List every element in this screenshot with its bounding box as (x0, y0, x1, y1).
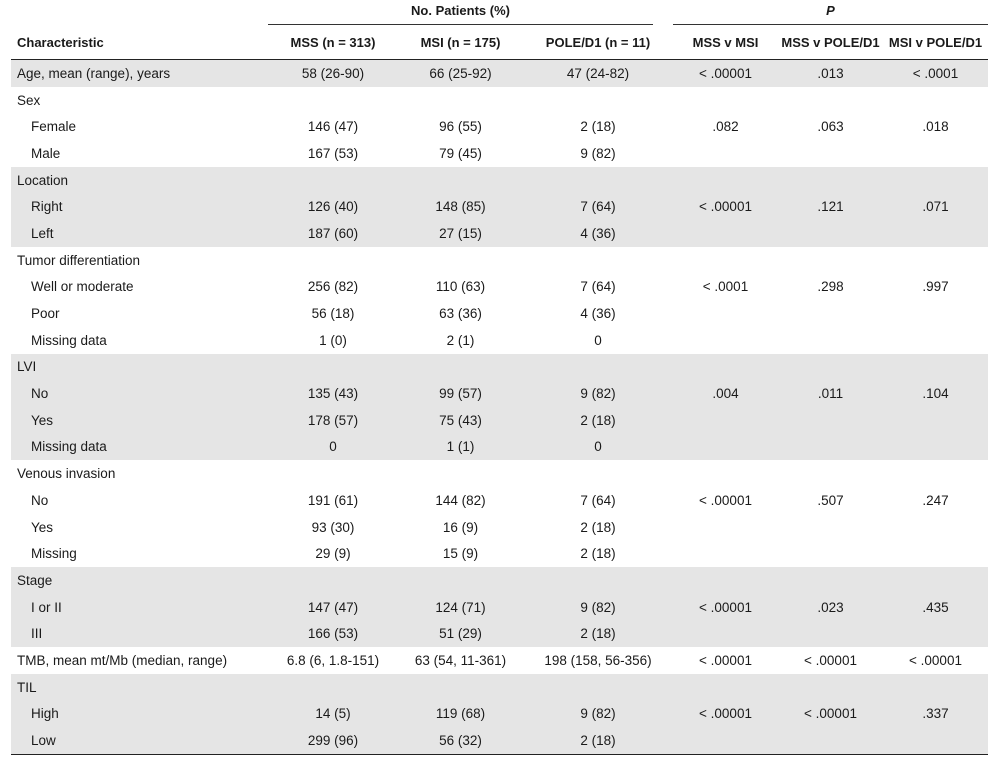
table-cell: 75 (43) (398, 407, 523, 434)
row-label: High (11, 701, 268, 728)
table-cell (673, 567, 778, 594)
table-cell (673, 620, 778, 647)
table-cell (778, 407, 883, 434)
row-label: Tumor differentiation (17, 252, 141, 268)
table-cell: < .00001 (673, 701, 778, 728)
table-cell (398, 167, 523, 194)
table-cell: 99 (57) (398, 380, 523, 407)
table-cell (268, 167, 398, 194)
table-cell: 146 (47) (307, 119, 359, 135)
table-cell (883, 620, 988, 647)
table-cell: 7 (64) (580, 492, 616, 508)
table-row (11, 87, 988, 114)
table-cell (673, 674, 778, 701)
table-cell: .004 (673, 380, 778, 407)
p-value-group-heading: P (826, 3, 835, 18)
row-label: Missing data (31, 332, 107, 348)
column-header: MSS (n = 313) (268, 26, 398, 60)
table-cell: .337 (883, 701, 988, 728)
table-cell (523, 460, 673, 487)
characteristics-table (11, 26, 988, 755)
table-cell: < .00001 (699, 652, 752, 668)
table-cell: 135 (43) (268, 380, 398, 407)
patients-group-rule (268, 24, 653, 25)
table-cell: < .0001 (702, 279, 749, 295)
table-cell (268, 460, 398, 487)
table-row (11, 460, 988, 487)
table-cell: .023 (778, 594, 883, 621)
table-cell (673, 407, 778, 434)
data-table-container (11, 0, 988, 755)
table-cell (778, 327, 883, 354)
table-cell (778, 354, 883, 381)
table-cell: .298 (817, 279, 844, 295)
table-cell (883, 140, 988, 167)
table-cell: 187 (60) (268, 220, 398, 247)
table-cell: < .00001 (909, 652, 962, 668)
table-row (11, 674, 988, 701)
table-cell: 93 (30) (311, 519, 355, 535)
table-cell (883, 247, 988, 274)
row-label: I or II (11, 594, 268, 621)
table-cell: 9 (82) (523, 594, 673, 621)
row-label: Yes (11, 407, 268, 434)
table-cell (398, 247, 523, 274)
table-row (11, 274, 988, 301)
table-cell: 27 (15) (398, 220, 523, 247)
table-cell (673, 167, 778, 194)
table-cell (883, 727, 988, 754)
table-cell (778, 434, 883, 461)
table-cell: 4 (36) (580, 306, 616, 322)
row-label: Age, mean (range), years (11, 60, 268, 87)
row-label: LVI (11, 354, 268, 381)
group-header (11, 0, 988, 26)
table-cell: 9 (82) (523, 701, 673, 728)
table-cell (778, 514, 883, 541)
row-label: Yes (31, 519, 54, 535)
table-cell (673, 540, 778, 567)
table-cell: 0 (594, 332, 602, 348)
table-cell: .071 (883, 193, 988, 220)
table-cell (673, 87, 778, 114)
table-row (11, 327, 988, 354)
row-label: Right (11, 193, 268, 220)
table-row (11, 620, 988, 647)
table-cell: 2 (18) (523, 407, 673, 434)
table-cell (673, 727, 778, 754)
table-cell (778, 167, 883, 194)
table-cell (673, 140, 778, 167)
table-cell (883, 220, 988, 247)
table-cell: .013 (778, 60, 883, 87)
table-cell (398, 87, 523, 114)
table-cell (778, 540, 883, 567)
table-row (11, 193, 988, 220)
table-cell: 6.8 (6, 1.8-151) (286, 652, 380, 668)
table-cell: 16 (9) (442, 519, 479, 535)
table-cell (398, 460, 523, 487)
table-cell: < .0001 (883, 60, 988, 87)
row-label: Venous invasion (17, 466, 116, 482)
table-cell (883, 327, 988, 354)
p-value-group-rule (673, 24, 988, 25)
table-row (11, 567, 988, 594)
table-cell: 4 (36) (523, 220, 673, 247)
table-cell: < .00001 (778, 701, 883, 728)
table-cell (883, 434, 988, 461)
table-cell: .435 (883, 594, 988, 621)
table-cell: 56 (18) (311, 306, 355, 322)
table-row (11, 220, 988, 247)
table-cell (673, 460, 778, 487)
table-cell (883, 87, 988, 114)
table-cell: 9 (82) (580, 145, 616, 161)
table-cell (268, 247, 398, 274)
row-label: No (31, 492, 49, 508)
table-cell: 1 (0) (319, 332, 347, 348)
table-cell: .507 (817, 492, 844, 508)
table-cell (778, 727, 883, 754)
table-cell (883, 514, 988, 541)
table-cell: 2 (18) (580, 519, 616, 535)
table-cell: 166 (53) (268, 620, 398, 647)
table-row (11, 487, 988, 514)
table-cell: 299 (96) (268, 727, 398, 754)
table-cell: 167 (53) (307, 145, 359, 161)
table-cell: 191 (61) (307, 492, 359, 508)
table-cell (673, 300, 778, 327)
table-cell: < .00001 (673, 60, 778, 87)
column-header: MSI v POLE/D1 (883, 26, 988, 60)
table-row (11, 701, 988, 728)
table-cell (673, 247, 778, 274)
row-label: TMB, mean mt/Mb (median, range) (17, 652, 228, 668)
table-cell (398, 674, 523, 701)
column-header: Characteristic (11, 26, 268, 60)
table-cell: < .00001 (699, 492, 752, 508)
table-cell (523, 674, 673, 701)
table-cell (778, 300, 883, 327)
table-cell: < .00001 (673, 193, 778, 220)
table-cell (883, 540, 988, 567)
table-cell: 2 (18) (523, 620, 673, 647)
table-cell (523, 567, 673, 594)
table-cell: 2 (1) (446, 332, 475, 348)
table-row (11, 167, 988, 194)
row-label: Left (11, 220, 268, 247)
table-cell: 1 (1) (398, 434, 523, 461)
table-cell: 66 (25-92) (398, 60, 523, 87)
table-cell (523, 354, 673, 381)
table-cell (778, 620, 883, 647)
table-cell: 147 (47) (268, 594, 398, 621)
row-label: No (11, 380, 268, 407)
table-cell: .997 (922, 279, 949, 295)
table-cell: 51 (29) (398, 620, 523, 647)
row-label: Location (11, 167, 268, 194)
column-header-row (11, 26, 988, 60)
row-label: Poor (31, 306, 60, 322)
table-cell: .018 (922, 119, 949, 135)
table-cell: 58 (26-90) (268, 60, 398, 87)
table-cell: 2 (18) (580, 119, 616, 135)
table-row (11, 140, 988, 167)
table-cell (673, 327, 778, 354)
table-cell: .121 (778, 193, 883, 220)
table-row (11, 354, 988, 381)
table-cell: < .00001 (804, 652, 857, 668)
row-label: Missing (31, 546, 77, 562)
table-cell (883, 300, 988, 327)
table-cell: 79 (45) (439, 145, 482, 161)
table-cell (778, 567, 883, 594)
table-cell (673, 514, 778, 541)
row-label: Female (31, 119, 77, 135)
row-label: Stage (11, 567, 268, 594)
row-label: Well or moderate (31, 279, 134, 295)
table-row (11, 434, 988, 461)
table-cell (268, 354, 398, 381)
table-row (11, 540, 988, 567)
table-cell: 47 (24-82) (523, 60, 673, 87)
table-cell (778, 140, 883, 167)
table-cell: 15 (9) (442, 546, 479, 562)
row-label: III (11, 620, 268, 647)
column-header: MSS v MSI (673, 26, 778, 60)
table-cell: 144 (82) (435, 492, 486, 508)
table-cell (883, 407, 988, 434)
table-cell: 119 (68) (398, 701, 523, 728)
table-cell (268, 567, 398, 594)
table-cell: 29 (9) (315, 546, 351, 562)
table-cell: .011 (778, 380, 883, 407)
table-cell: 124 (71) (398, 594, 523, 621)
table-cell (523, 167, 673, 194)
table-cell: 178 (57) (268, 407, 398, 434)
column-header: MSS v POLE/D1 (778, 26, 883, 60)
table-cell: 7 (64) (523, 193, 673, 220)
table-row (11, 300, 988, 327)
table-cell (778, 247, 883, 274)
table-row (11, 113, 988, 140)
column-header: MSI (n = 175) (398, 26, 523, 60)
table-cell (883, 567, 988, 594)
patients-group-heading: No. Patients (%) (411, 3, 510, 18)
table-cell (778, 460, 883, 487)
table-cell: 9 (82) (523, 380, 673, 407)
table-row (11, 514, 988, 541)
table-cell: 14 (5) (268, 701, 398, 728)
row-label: Low (11, 727, 268, 754)
table-cell: 56 (32) (398, 727, 523, 754)
table-cell: 0 (268, 434, 398, 461)
table-cell: 256 (82) (307, 279, 359, 295)
table-row (11, 647, 988, 674)
table-row (11, 407, 988, 434)
table-cell: 96 (55) (439, 119, 482, 135)
table-cell (883, 674, 988, 701)
table-cell: 110 (63) (435, 279, 486, 295)
table-cell: 148 (85) (398, 193, 523, 220)
table-cell: .082 (712, 119, 739, 135)
table-cell (523, 87, 673, 114)
table-cell: 2 (18) (580, 546, 616, 562)
table-cell: < .00001 (673, 594, 778, 621)
table-cell (523, 247, 673, 274)
table-row (11, 380, 988, 407)
table-cell (673, 220, 778, 247)
table-row (11, 594, 988, 621)
table-cell (778, 674, 883, 701)
table-cell: .247 (922, 492, 949, 508)
table-cell: 2 (18) (523, 727, 673, 754)
table-row (11, 247, 988, 274)
table-cell: 63 (36) (439, 306, 482, 322)
table-cell (673, 354, 778, 381)
row-label: TIL (11, 674, 268, 701)
table-cell: 198 (158, 56-356) (544, 652, 652, 668)
table-cell: 0 (523, 434, 673, 461)
table-cell (778, 220, 883, 247)
table-cell: .063 (817, 119, 844, 135)
column-header: POLE/D1 (n = 11) (523, 26, 673, 60)
table-cell (398, 354, 523, 381)
table-cell: 7 (64) (580, 279, 616, 295)
table-cell (883, 167, 988, 194)
table-cell (673, 434, 778, 461)
table-cell: .104 (883, 380, 988, 407)
table-cell (268, 87, 398, 114)
table-cell (398, 567, 523, 594)
table-cell (268, 674, 398, 701)
row-label: Sex (17, 92, 41, 108)
row-label: Male (31, 145, 61, 161)
table-cell: 63 (54, 11-361) (414, 652, 507, 668)
table-cell (883, 460, 988, 487)
table-cell: 126 (40) (268, 193, 398, 220)
table-row (11, 60, 988, 87)
table-body (11, 60, 988, 755)
table-row (11, 727, 988, 754)
table-cell (778, 87, 883, 114)
row-label: Missing data (11, 434, 268, 461)
table-cell (883, 354, 988, 381)
